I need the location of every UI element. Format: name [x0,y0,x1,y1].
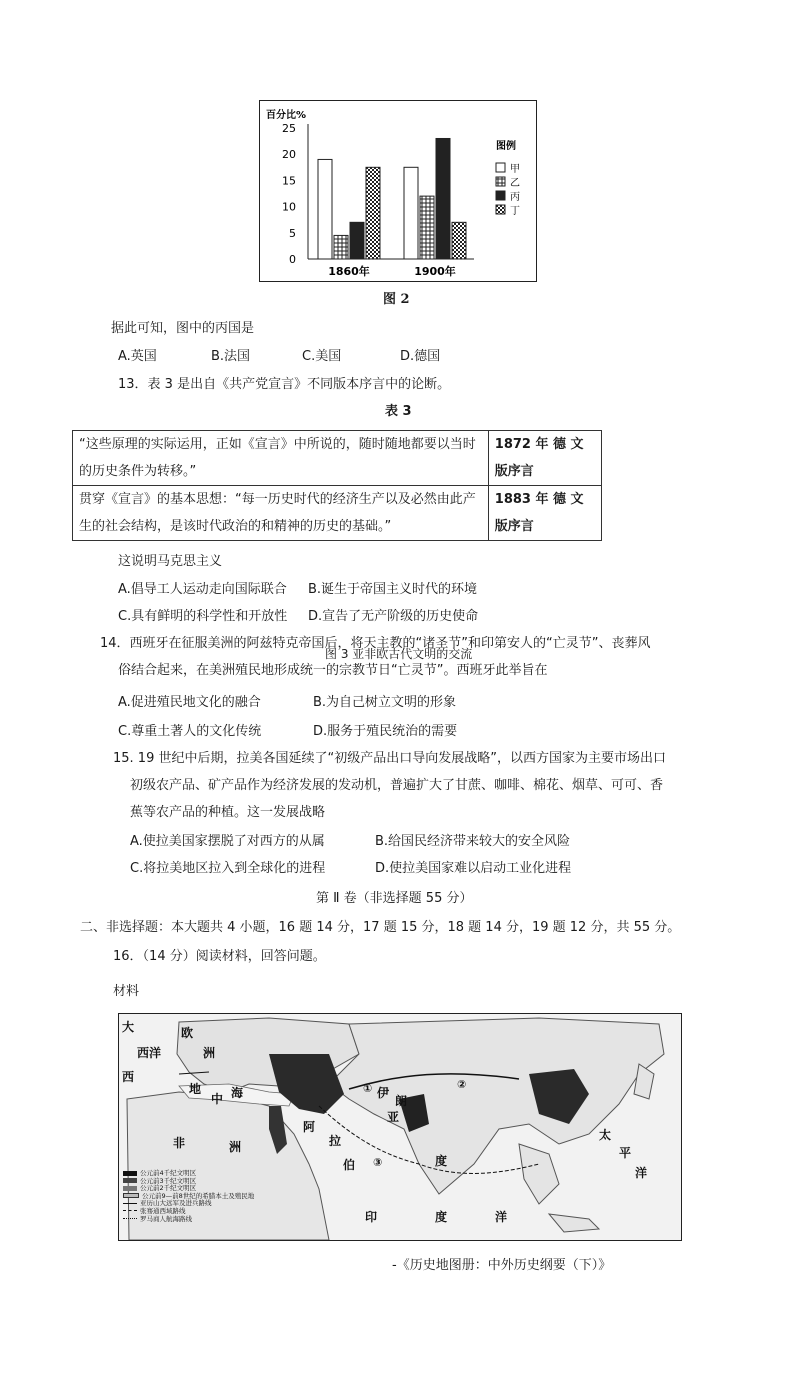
legend-label: 丙 [510,192,520,203]
map-label: 度 [435,1154,448,1168]
bar-乙 [334,235,348,259]
q15-line3: 蕉等农产品的种植。这一发展战略 [130,805,326,820]
ancient-civilizations-map [118,1013,682,1241]
material-label: 材料 [113,984,140,999]
map-label: 非 [173,1136,186,1150]
q14-option-d: D.服务于殖民统治的需要 [313,724,458,739]
map-label: 度 [435,1210,448,1224]
q12-option-a: A.英国 [118,349,157,364]
legend-swatch [496,205,505,214]
legend-item: 罗马商人航海路线 [123,1216,254,1224]
table-cell-source: 1883 年 德 文 版序言 [488,486,601,541]
q15-line2: 初级农产品、矿产品作为经济发展的发动机，普遍扩大了甘蔗、咖啡、棉花、烟草、可可、香 [130,778,664,793]
bar-chart-svg [260,101,536,281]
table3 [72,430,602,541]
y-tick-label: 10 [282,200,296,214]
bar-乙 [420,196,434,259]
q15-option-d: D.使拉美国家难以启动工业化进程 [375,861,572,876]
q15-line1: 15. 19 世纪中后期，拉美各国延续了“初级产品出口导向发展战略”，以西方国家为主要市场出口 [113,751,666,766]
bar-甲 [404,167,418,259]
figure3-caption-overlap: 图 3 亚非欧古代文明的交流 [325,647,473,661]
q15-option-c: C.将拉美地区拉入到全球化的进程 [130,861,326,876]
map-credit: -《历史地图册：中外历史纲要（下）》 [392,1258,612,1273]
table-cell-quote: “这些原理的实际运用，正如《宣言》中所说的，随时随地都要以当时的历史条件为转移。” [73,431,489,486]
map-label: 地 [189,1082,202,1096]
table-row [73,486,602,541]
bar-丙 [350,222,364,259]
map-label: 洋 [495,1210,508,1224]
y-tick-label: 0 [289,253,296,266]
q12-stem: 据此可知，图中的丙国是 [111,321,255,336]
legend-title: 图例 [496,141,516,152]
bar-丁 [366,167,380,259]
q14-line1: 14．西班牙在征服美洲的阿兹特克帝国后，将天主教的“诸圣节”和印第安人的“亡灵节”、丧葬风 [100,636,651,651]
map-label: 伯 [343,1158,356,1172]
q13-option-d: D.宣告了无产阶级的历史使命 [308,609,479,624]
bar-甲 [318,159,332,259]
map-label: 朗 [395,1094,408,1108]
legend-item: 公元前3千纪文明区 [123,1178,254,1186]
part2-instruction: 二、非选择题：本大题共 4 小题，16 题 14 分，17 题 15 分，18 题 14 分，19 题 12 分，共 55 分。 [80,920,681,935]
figure2-caption: 图 2 [383,292,410,307]
q14-option-b: B.为自己树立文明的形象 [313,695,457,710]
legend-item: 公元前2千纪文明区 [123,1185,254,1193]
legend-item: 亚历山大远军及进兵路线 [123,1200,254,1208]
map-label: 阿 [303,1120,316,1134]
legend-item: 公元前9—前8世纪的希腊本土及殖民地 [123,1193,254,1201]
map-label: 亚 [387,1110,400,1124]
map-label: 印 [365,1210,378,1224]
q13-option-a: A.倡导工人运动走向国际联合 [118,582,287,597]
map-legend [123,1170,254,1223]
map-label: 洋 [635,1166,648,1180]
legend-swatch [496,177,505,186]
q13-option-b: B.诞生于帝国主义时代的环境 [308,582,478,597]
part2-title: 第 Ⅱ 卷（非选择题 55 分） [316,891,473,906]
q14-option-a: A.促进殖民地文化的融合 [118,695,261,710]
route-marker-1: ① [363,1082,373,1095]
q12-option-b: B.法国 [211,349,251,364]
legend-label: 乙 [510,178,520,189]
map-label: 欧 [181,1026,194,1040]
x-tick-label: 1860年 [328,265,370,278]
map-label: 洲 [203,1046,216,1060]
map-label: 平 [619,1146,632,1160]
q14-option-c: C.尊重土著人的文化传统 [118,724,262,739]
table-cell-source: 1872 年 德 文 版序言 [488,431,601,486]
q14-line2: 俗结合起来，在美洲殖民地形成统一的宗教节日“亡灵节”。西班牙此举旨在 [118,663,548,678]
bar-丁 [452,222,466,259]
y-tick-label: 5 [289,226,296,240]
table-cell-quote: 贯穿《宣言》的基本思想：“每一历史时代的经济生产以及必然由此产生的社会结构，是该时代政治的和精神的历史的基础。” [73,486,489,541]
table3-title: 表 3 [385,404,412,419]
route-marker-3: ③ [373,1156,383,1169]
map-label: 西 [122,1070,135,1084]
map-label: 伊 [377,1086,390,1100]
map-label: 拉 [329,1134,342,1148]
legend-swatch [496,191,505,200]
map-label: 洲 [229,1140,242,1154]
q12-option-c: C.美国 [302,349,342,364]
q13-option-c: C.具有鲜明的科学性和开放性 [118,609,288,624]
legend-swatch [496,163,505,172]
y-tick-label: 15 [282,174,296,188]
q15-option-b: B.给国民经济带来较大的安全风险 [375,834,571,849]
q13-stem: 13．表 3 是出自《共产党宣言》不同版本序言中的论断。 [118,377,451,392]
table-row [73,431,602,486]
x-tick-label: 1900年 [414,265,456,278]
map-label: 西洋 [137,1046,162,1060]
map-label: 大 [122,1020,135,1034]
map-label: 太 [599,1128,612,1142]
q15-option-a: A.使拉美国家摆脱了对西方的从属 [130,834,325,849]
legend-label: 甲 [510,164,520,175]
q12-option-d: D.德国 [400,349,441,364]
map-label: 海 [231,1086,244,1100]
legend-item: 张骞通西域路线 [123,1208,254,1216]
bar-丙 [436,138,450,259]
y-axis-label: 百分比% [266,110,307,121]
y-tick-label: 20 [282,148,296,162]
q16-stem: 16．（14 分）阅读材料，回答问题。 [113,949,326,964]
map-label: 中 [211,1092,224,1106]
figure2-chart [259,100,537,282]
legend-label: 丁 [510,206,520,217]
route-marker-2: ② [457,1078,467,1091]
q13-after: 这说明马克思主义 [118,554,223,569]
legend-item: 公元前4千纪文明区 [123,1170,254,1178]
y-tick-label: 25 [282,122,296,135]
